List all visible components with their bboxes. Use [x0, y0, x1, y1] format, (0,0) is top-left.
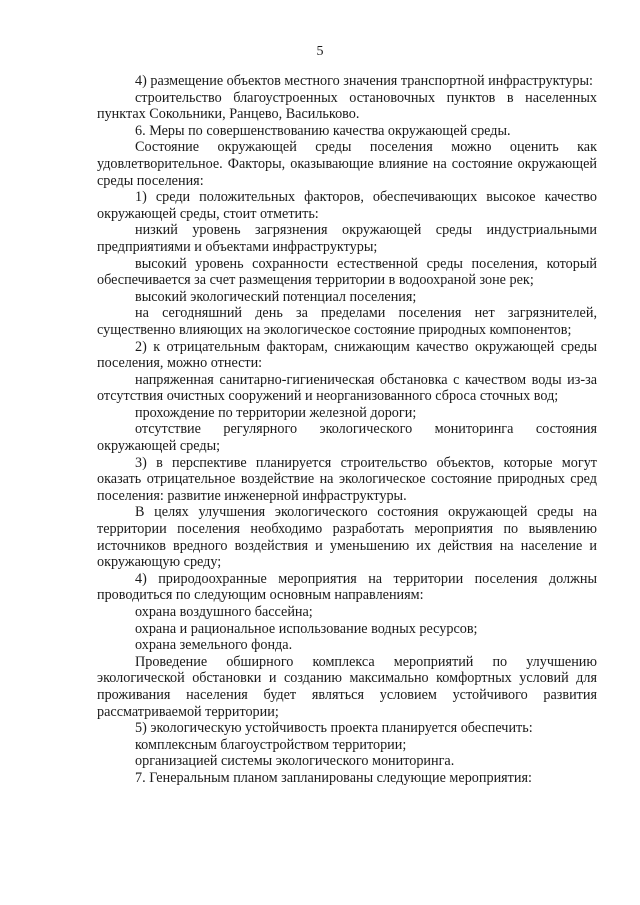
section-heading-general-plan: 7. Генеральным планом запланированы следующие мероприятия: — [135, 769, 532, 786]
paragraph-environment-state: Состояние окружающей среды поселения можно оценить как удовлетворительное. Факторы, оказывающие влияние на состояние окружающей среды поселения: — [97, 139, 597, 189]
paragraph-no-polluters: на сегодняшний день за пределами поселения нет загрязнителей, существенно влияющих на экологическое состояние природных компонентов; — [97, 305, 597, 338]
paragraph-landscaping: комплексным благоустройством территории; — [135, 736, 407, 753]
list-item-sustainability: 5) экологическую устойчивость проекта планируется обеспечить: — [135, 720, 533, 737]
paragraph-complex-measures: Проведение обширного комплекса мероприятий по улучшению экологической обстановки и созданию максимально комфортных условий для проживания населения будет являться условием устойчивого развития рассматриваемой территории; — [97, 653, 597, 720]
paragraph-land-protection: охрана земельного фонда. — [135, 637, 293, 654]
list-item-positive-factors: 1) среди положительных факторов, обеспечивающих высокое качество окружающей среды, стоит отметить: — [97, 189, 597, 222]
paragraph-stops-construction: строительство благоустроенных остановочных пунктов в населенных пунктах Сокольники, Ранцево, Васильково. — [97, 89, 597, 123]
paragraph-railway: прохождение по территории железной дороги; — [135, 404, 417, 421]
paragraph-ecological-potential: высокий экологический потенциал поселения; — [135, 288, 417, 305]
list-item-negative-factors: 2) к отрицательным факторам, снижающим качество окружающей среды поселения, можно отнести: — [97, 338, 597, 372]
paragraph-no-monitoring: отсутствие регулярного экологического мониторинга состояния окружающей среды; — [97, 421, 597, 455]
paragraph-water-protection: охрана и рациональное использование водных ресурсов; — [135, 620, 478, 637]
section-heading-environment: 6. Меры по совершенствованию качества окружающей среды. — [135, 122, 511, 139]
paragraph-air-protection: охрана воздушного бассейна; — [135, 604, 313, 620]
paragraph-water-sanitation: напряженная санитарно-гигиеническая обстановка с качеством воды из-за отсутствия очистных сооружений и неорганизованного сброса сточных вод; — [97, 371, 597, 405]
page-number: 5 — [316, 44, 324, 59]
paragraph-improvement-goals: В целях улучшения экологического состояния окружающей среды на территории поселения необходимо разработать мероприятия по выявлению источников вредного воздействия и уменьшению их действия на население и окружающую среду; — [97, 504, 597, 571]
list-item-protection-measures: 4) природоохранные мероприятия на территории поселения должны проводиться по следующим основным направлениям: — [97, 570, 597, 604]
paragraph-monitoring-system: организацией системы экологического мониторинга. — [135, 753, 455, 770]
paragraph-transport-item: 4) размещение объектов местного значения транспортной инфраструктуры: — [135, 73, 593, 89]
document-body — [97, 73, 597, 787]
paragraph-natural-preservation: высокий уровень сохранности естественной среды поселения, который обеспечивается за счет размещения территории в водоохраной зоне рек; — [97, 255, 597, 289]
list-item-future-construction: 3) в перспективе планируется строительство объектов, которые могут оказать отрицательное воздействие на экологическое состояние природных сред поселения: развитие инженерной инфраструктуры. — [97, 454, 597, 504]
paragraph-low-pollution: низкий уровень загрязнения окружающей среды индустриальными предприятиями и объектами инфраструктуры; — [97, 222, 597, 255]
